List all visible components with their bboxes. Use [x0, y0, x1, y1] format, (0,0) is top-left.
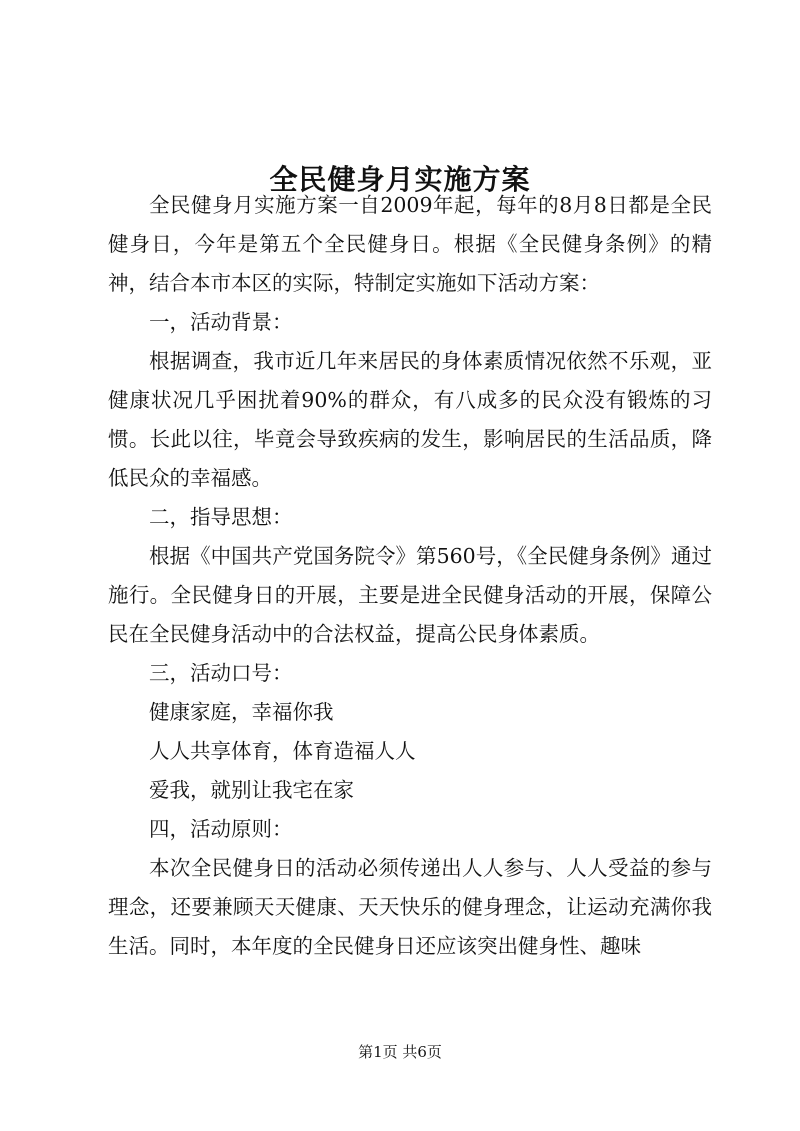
background-paragraph: 根据调查，我市近几年来居民的身体素质情况依然不乐观，亚健康状况几乎困扰着90%的群众，有八成多的民众没有锻炼的习惯。长此以往，毕竟会导致疾病的发生，影响居民的生活品质，降低民众的幸福感。 [108, 349, 712, 490]
slogan-line: 爱我，就别让我宅在家 [149, 778, 354, 802]
document-body [108, 186, 712, 966]
section-heading-slogan: 三，活动口号： [149, 661, 293, 685]
principles-paragraph: 本次全民健身日的活动必须传递出人人参与、人人受益的参与理念，还要兼顾天天健康、天天快乐的健身理念，让运动充满你我生活。同时，本年度的全民健身日还应该突出健身性、趣味 [108, 856, 712, 958]
section-heading-background: 一，活动背景： [149, 310, 293, 334]
slogan-line: 健康家庭，幸福你我 [149, 700, 334, 724]
section-heading-principles: 四，活动原则： [149, 817, 293, 841]
document-title: 全民健身月实施方案 [269, 162, 531, 196]
slogan-line: 人人共享体育，体育造福人人 [149, 739, 416, 763]
page-number-footer: 第1页 共6页 [358, 1043, 442, 1061]
guiding-thought-paragraph: 根据《中国共产党国务院令》第560号，《全民健身条例》通过施行。全民健身日的开展，主要是进全民健身活动的开展，保障公民在全民健身活动中的合法权益，提高公民身体素质。 [108, 544, 712, 646]
intro-paragraph: 全民健身月实施方案一自2009年起，每年的8月8日都是全民健身日，今年是第五个全民健身日。根据《全民健身条例》的精神，结合本市本区的实际，特制定实施如下活动方案： [108, 193, 712, 295]
section-heading-guiding-thought: 二，指导思想： [149, 505, 293, 529]
